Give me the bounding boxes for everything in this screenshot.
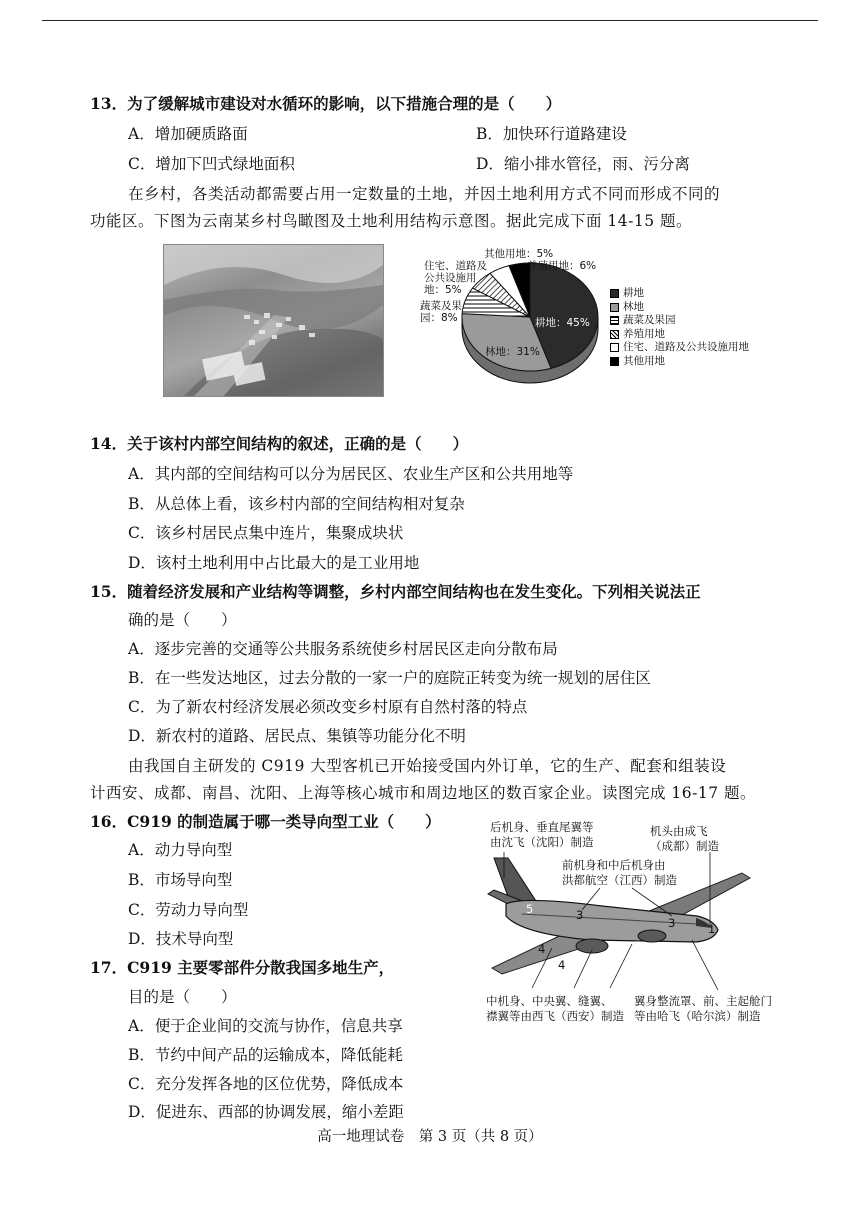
callout-front-fuselage <box>562 858 677 888</box>
callout-front-fuselage-line2: 洪都航空（江西）制造 <box>562 873 677 887</box>
q15-option-d: D．新农村的道路、居民点、集镇等功能分化不明 <box>128 727 466 745</box>
q15-option-b: B．在一些发达地区，过去分散的一家一户的庭院正转变为统一规划的居住区 <box>128 669 651 687</box>
q16-stem: 16．C919 的制造属于哪一类导向型工业（ ） <box>90 812 441 831</box>
aerial-photo-drawing <box>164 245 383 396</box>
q14-option-a: A．其内部的空间结构可以分为居民区、农业生产区和公共用地等 <box>128 465 574 483</box>
legend-item-livestock <box>610 328 749 342</box>
q13-option-b: B．加快环行道路建设 <box>476 125 627 143</box>
intro1-line1: 在乡村，各类活动都需要占用一定数量的土地，并因土地利用方式不同而形成不同的 <box>128 185 721 203</box>
legend-item-residential <box>610 341 749 355</box>
q13-option-d: D．缩小排水管径，雨、污分离 <box>476 155 690 173</box>
part-number-3b: 3 <box>668 916 676 930</box>
callout-nose-line1: 机头由成飞 <box>650 824 708 838</box>
callout-mid-fuselage-line2: 襟翼等由西飞（西安）制造 <box>486 1009 624 1023</box>
q16-option-c: C．劳动力导向型 <box>128 901 249 919</box>
legend-swatch-farmland <box>610 289 619 298</box>
page-footer: 高一地理试卷 第 3 页（共 8 页） <box>317 1129 543 1145</box>
q15-stem-line1: 15．随着经济发展和产业结构等调整，乡村内部空间结构也在发生变化。下列相关说法正 <box>90 582 701 601</box>
q13-stem: 13．为了缓解城市建设对水循环的影响，以下措施合理的是（ ） <box>90 94 562 113</box>
q15-option-a: A．逐步完善的交通等公共服务系统使乡村居民区走向分散布局 <box>128 640 558 658</box>
q17-stem-line1: 17．C919 主要零部件分散我国多地生产， <box>90 958 395 977</box>
legend-swatch-forest <box>610 303 619 312</box>
legend-label-livestock: 养殖用地 <box>623 327 665 340</box>
part-number-5: 5 <box>526 902 534 916</box>
legend-label-forest: 林地 <box>623 300 644 313</box>
legend-swatch-residential <box>610 343 619 352</box>
legend-swatch-livestock <box>610 330 619 339</box>
legend-swatch-vegetable <box>610 316 619 325</box>
village-aerial-photo <box>163 244 384 397</box>
callout-front-fuselage-line1: 前机身和中后机身由 <box>562 858 666 872</box>
legend-item-vegetable <box>610 314 749 328</box>
q17-stem-line2: 目的是（ ） <box>128 988 237 1006</box>
legend-label-other: 其他用地 <box>623 354 665 367</box>
callout-rear-fuselage-line1: 后机身、垂直尾翼等 <box>490 820 594 834</box>
q14-stem: 14．关于该村内部空间结构的叙述，正确的是（ ） <box>90 434 469 453</box>
callout-nose-line2: （成都）制造 <box>650 839 719 853</box>
legend-item-farmland <box>610 287 749 301</box>
callout-fairing-line1: 翼身整流罩、前、主起舱门 <box>634 994 772 1008</box>
part-number-1: 1 <box>708 922 716 936</box>
pie-label-livestock: 养殖用地：6% <box>527 260 597 272</box>
q16-option-d: D．技术导向型 <box>128 930 234 948</box>
c919-diagram <box>482 818 782 1030</box>
legend-label-farmland: 耕地 <box>623 287 644 299</box>
q17-option-d: D．促进东、西部的协调发展，缩小差距 <box>128 1103 404 1121</box>
callout-rear-fuselage-line2: 由沈飞（沈阳）制造 <box>490 835 594 849</box>
legend-label-residential: 住宅、道路及公共设施用地 <box>623 341 749 353</box>
callout-mid-fuselage <box>486 994 624 1024</box>
pie-legend <box>610 287 749 368</box>
q16-option-a: A．动力导向型 <box>128 841 233 859</box>
legend-label-vegetable: 蔬菜及果园 <box>623 314 676 326</box>
part-number-3a: 3 <box>576 908 584 922</box>
top-rule <box>42 20 818 21</box>
q17-option-c: C．充分发挥各地的区位优势，降低成本 <box>128 1075 404 1093</box>
part-number-4b: 4 <box>558 958 566 972</box>
q16-option-b: B．市场导向型 <box>128 871 233 889</box>
q13-option-a: A．增加硬质路面 <box>128 125 248 143</box>
q14-option-b: B．从总体上看，该乡村内部的空间结构相对复杂 <box>128 495 465 513</box>
q14-option-d: D．该村土地利用中占比最大的是工业用地 <box>128 554 420 572</box>
q14-option-c: C．该乡村居民点集中连片，集聚成块状 <box>128 524 404 542</box>
pie-label-other-text: 其他用地：5% <box>484 248 554 260</box>
part-number-4a: 4 <box>538 942 546 956</box>
legend-item-other <box>610 355 749 369</box>
q15-stem-line2: 确的是（ ） <box>128 611 237 629</box>
pie-label-forest: 林地：31% <box>485 346 540 358</box>
callout-nose <box>650 824 719 854</box>
q17-option-b: B．节约中间产品的运输成本，降低能耗 <box>128 1046 403 1064</box>
callout-fairing-line2: 等由哈飞（哈尔滨）制造 <box>634 1009 761 1023</box>
pie-label-other <box>484 248 553 260</box>
intro2-line2: 计西安、成都、南昌、沈阳、上海等核心城市和周边地区的数百家企业。读图完成 16-17 题。 <box>90 784 757 802</box>
q15-option-c: C．为了新农村经济发展必须改变乡村原有自然村落的特点 <box>128 698 528 716</box>
callout-mid-fuselage-line1: 中机身、中央翼、缝翼、 <box>486 994 613 1008</box>
legend-swatch-other <box>610 357 619 366</box>
pie-label-vegetable: 蔬菜及果园：8% <box>420 300 462 324</box>
pie-label-residential: 住宅、道路及公共设施用地：5% <box>424 260 487 296</box>
q13-option-c: C．增加下凹式绿地面积 <box>128 155 295 173</box>
legend-item-forest <box>610 301 749 315</box>
q17-option-a: A．便于企业间的交流与协作，信息共享 <box>128 1017 403 1035</box>
pie-label-farmland: 耕地：45% <box>535 317 590 329</box>
intro2-line1: 由我国自主研发的 C919 大型客机已开始接受国内外订单，它的生产、配套和组装设 <box>128 757 727 775</box>
callout-fairing <box>634 994 772 1024</box>
intro1-line2: 功能区。下图为云南某乡村鸟瞰图及土地利用结构示意图。据此完成下面 14-15 题。 <box>90 212 693 230</box>
callout-rear-fuselage <box>490 820 594 850</box>
